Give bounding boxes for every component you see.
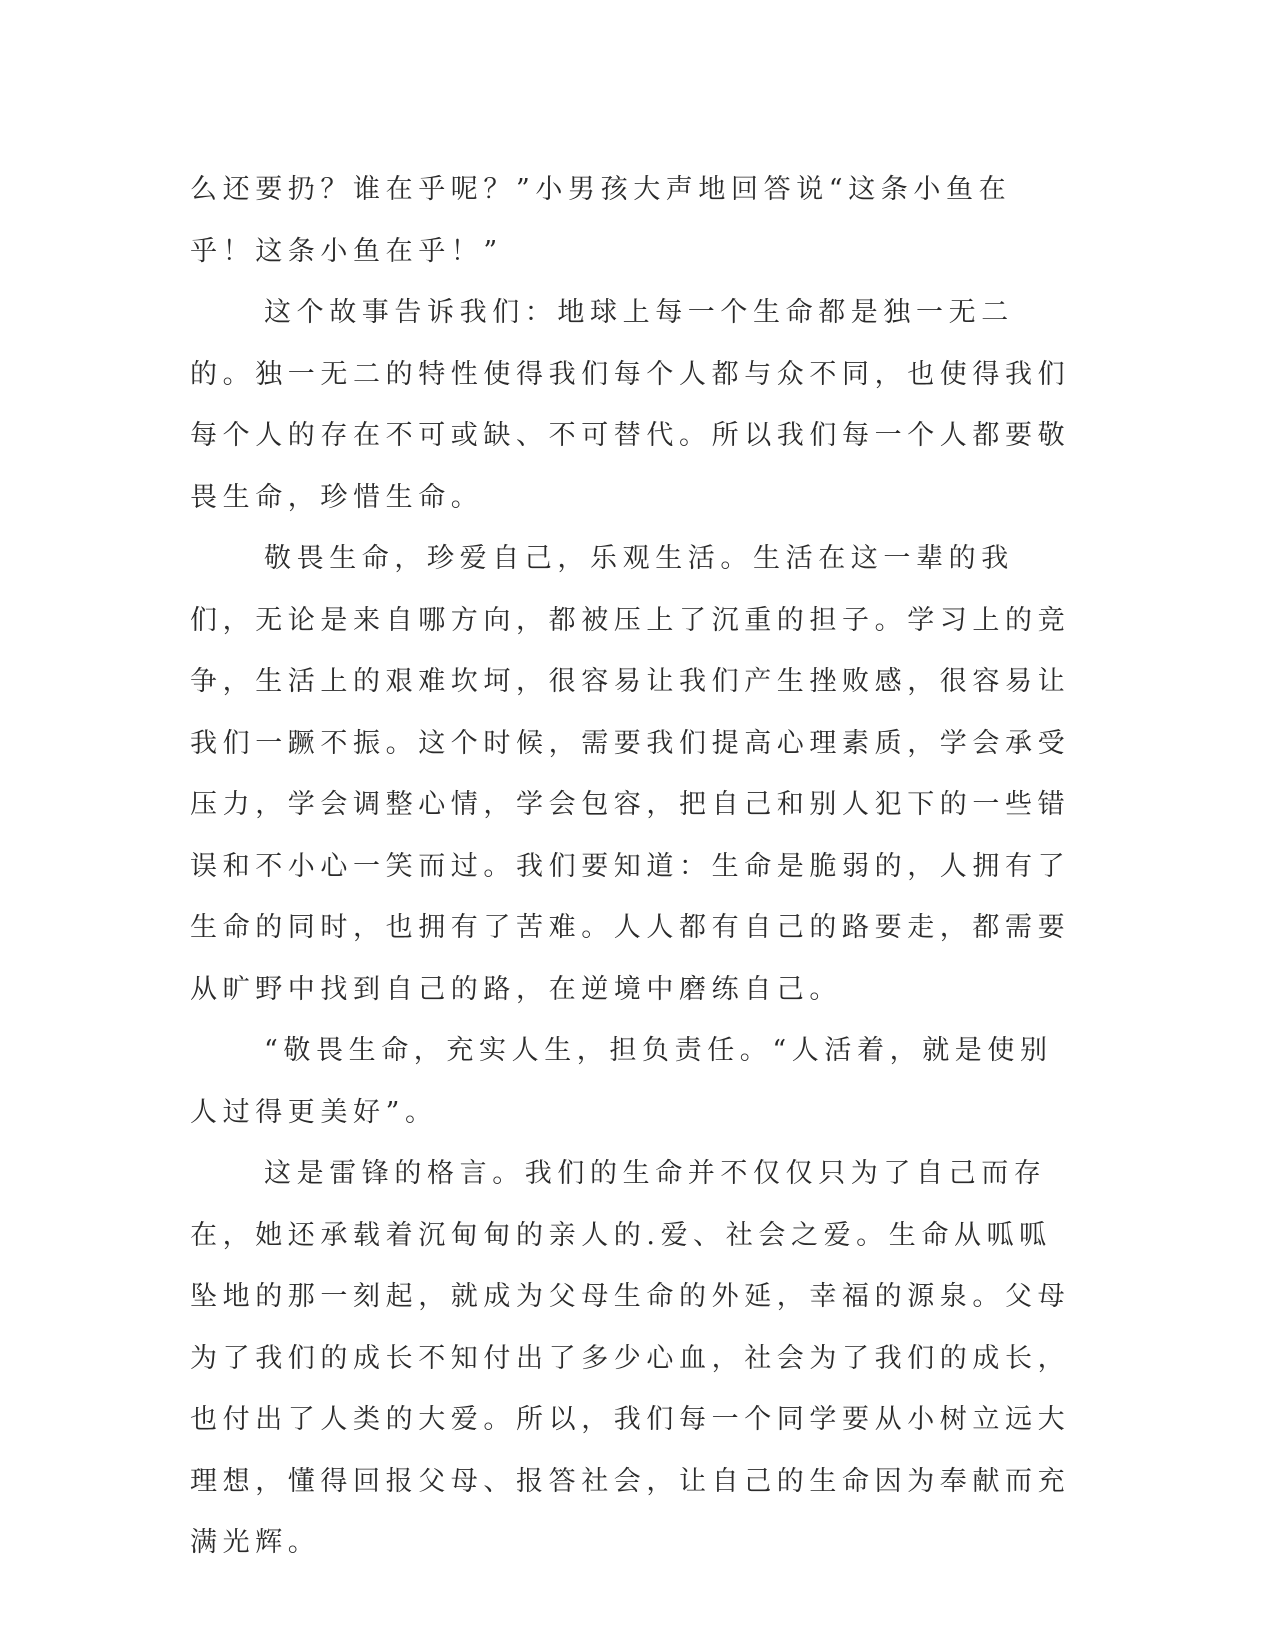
- paragraph-cherish-self: 敬畏生命，珍爱自己，乐观生活。生活在这一辈的我们，无论是来自哪方向，都被压上了沉重的担子。学习上的竞争，生活上的艰难坎坷，很容易让我们产生挫败感，很容易让我们一蹶不振。这个时候，需要我们提高心理素质，学会承受压力，学会调整心情，学会包容，把自己和别人犯下的一些错误和不小心一笑而过。我们要知道：生命是脆弱的，人拥有了生命的同时，也拥有了苦难。人人都有自己的路要走，都需要从旷野中找到自己的路，在逆境中磨练自己。: [190, 543, 1071, 1005]
- document-body: [190, 159, 1072, 1574]
- paragraph-responsibility: “敬畏生命，充实人生，担负责任。“人活着，就是使别人过得更美好”。: [190, 1035, 1053, 1128]
- paragraph-continued: 么还要扔？谁在乎呢？”小男孩大声地回答说“这条小鱼在乎！这条小鱼在乎！”: [190, 174, 1012, 267]
- paragraph-lei-feng-motto: 这是雷锋的格言。我们的生命并不仅仅只为了自己而存在，她还承载着沉甸甸的亲人的.爱、社会之爱。生命从呱呱坠地的那一刻起，就成为父母生命的外延，幸福的源泉。父母为了我们的成长不知付出了多少心血，社会为了我们的成长，也付出了人类的大爱。所以，我们每一个同学要从小树立远大理想，懂得回报父母、报答社会，让自己的生命因为奉献而充满光辉。: [190, 1158, 1071, 1558]
- paragraph-story-meaning: 这个故事告诉我们：地球上每一个生命都是独一无二的。独一无二的特性使得我们每个人都与众不同，也使得我们每个人的存在不可或缺、不可替代。所以我们每一个人都要敬畏生命，珍惜生命。: [190, 297, 1071, 513]
